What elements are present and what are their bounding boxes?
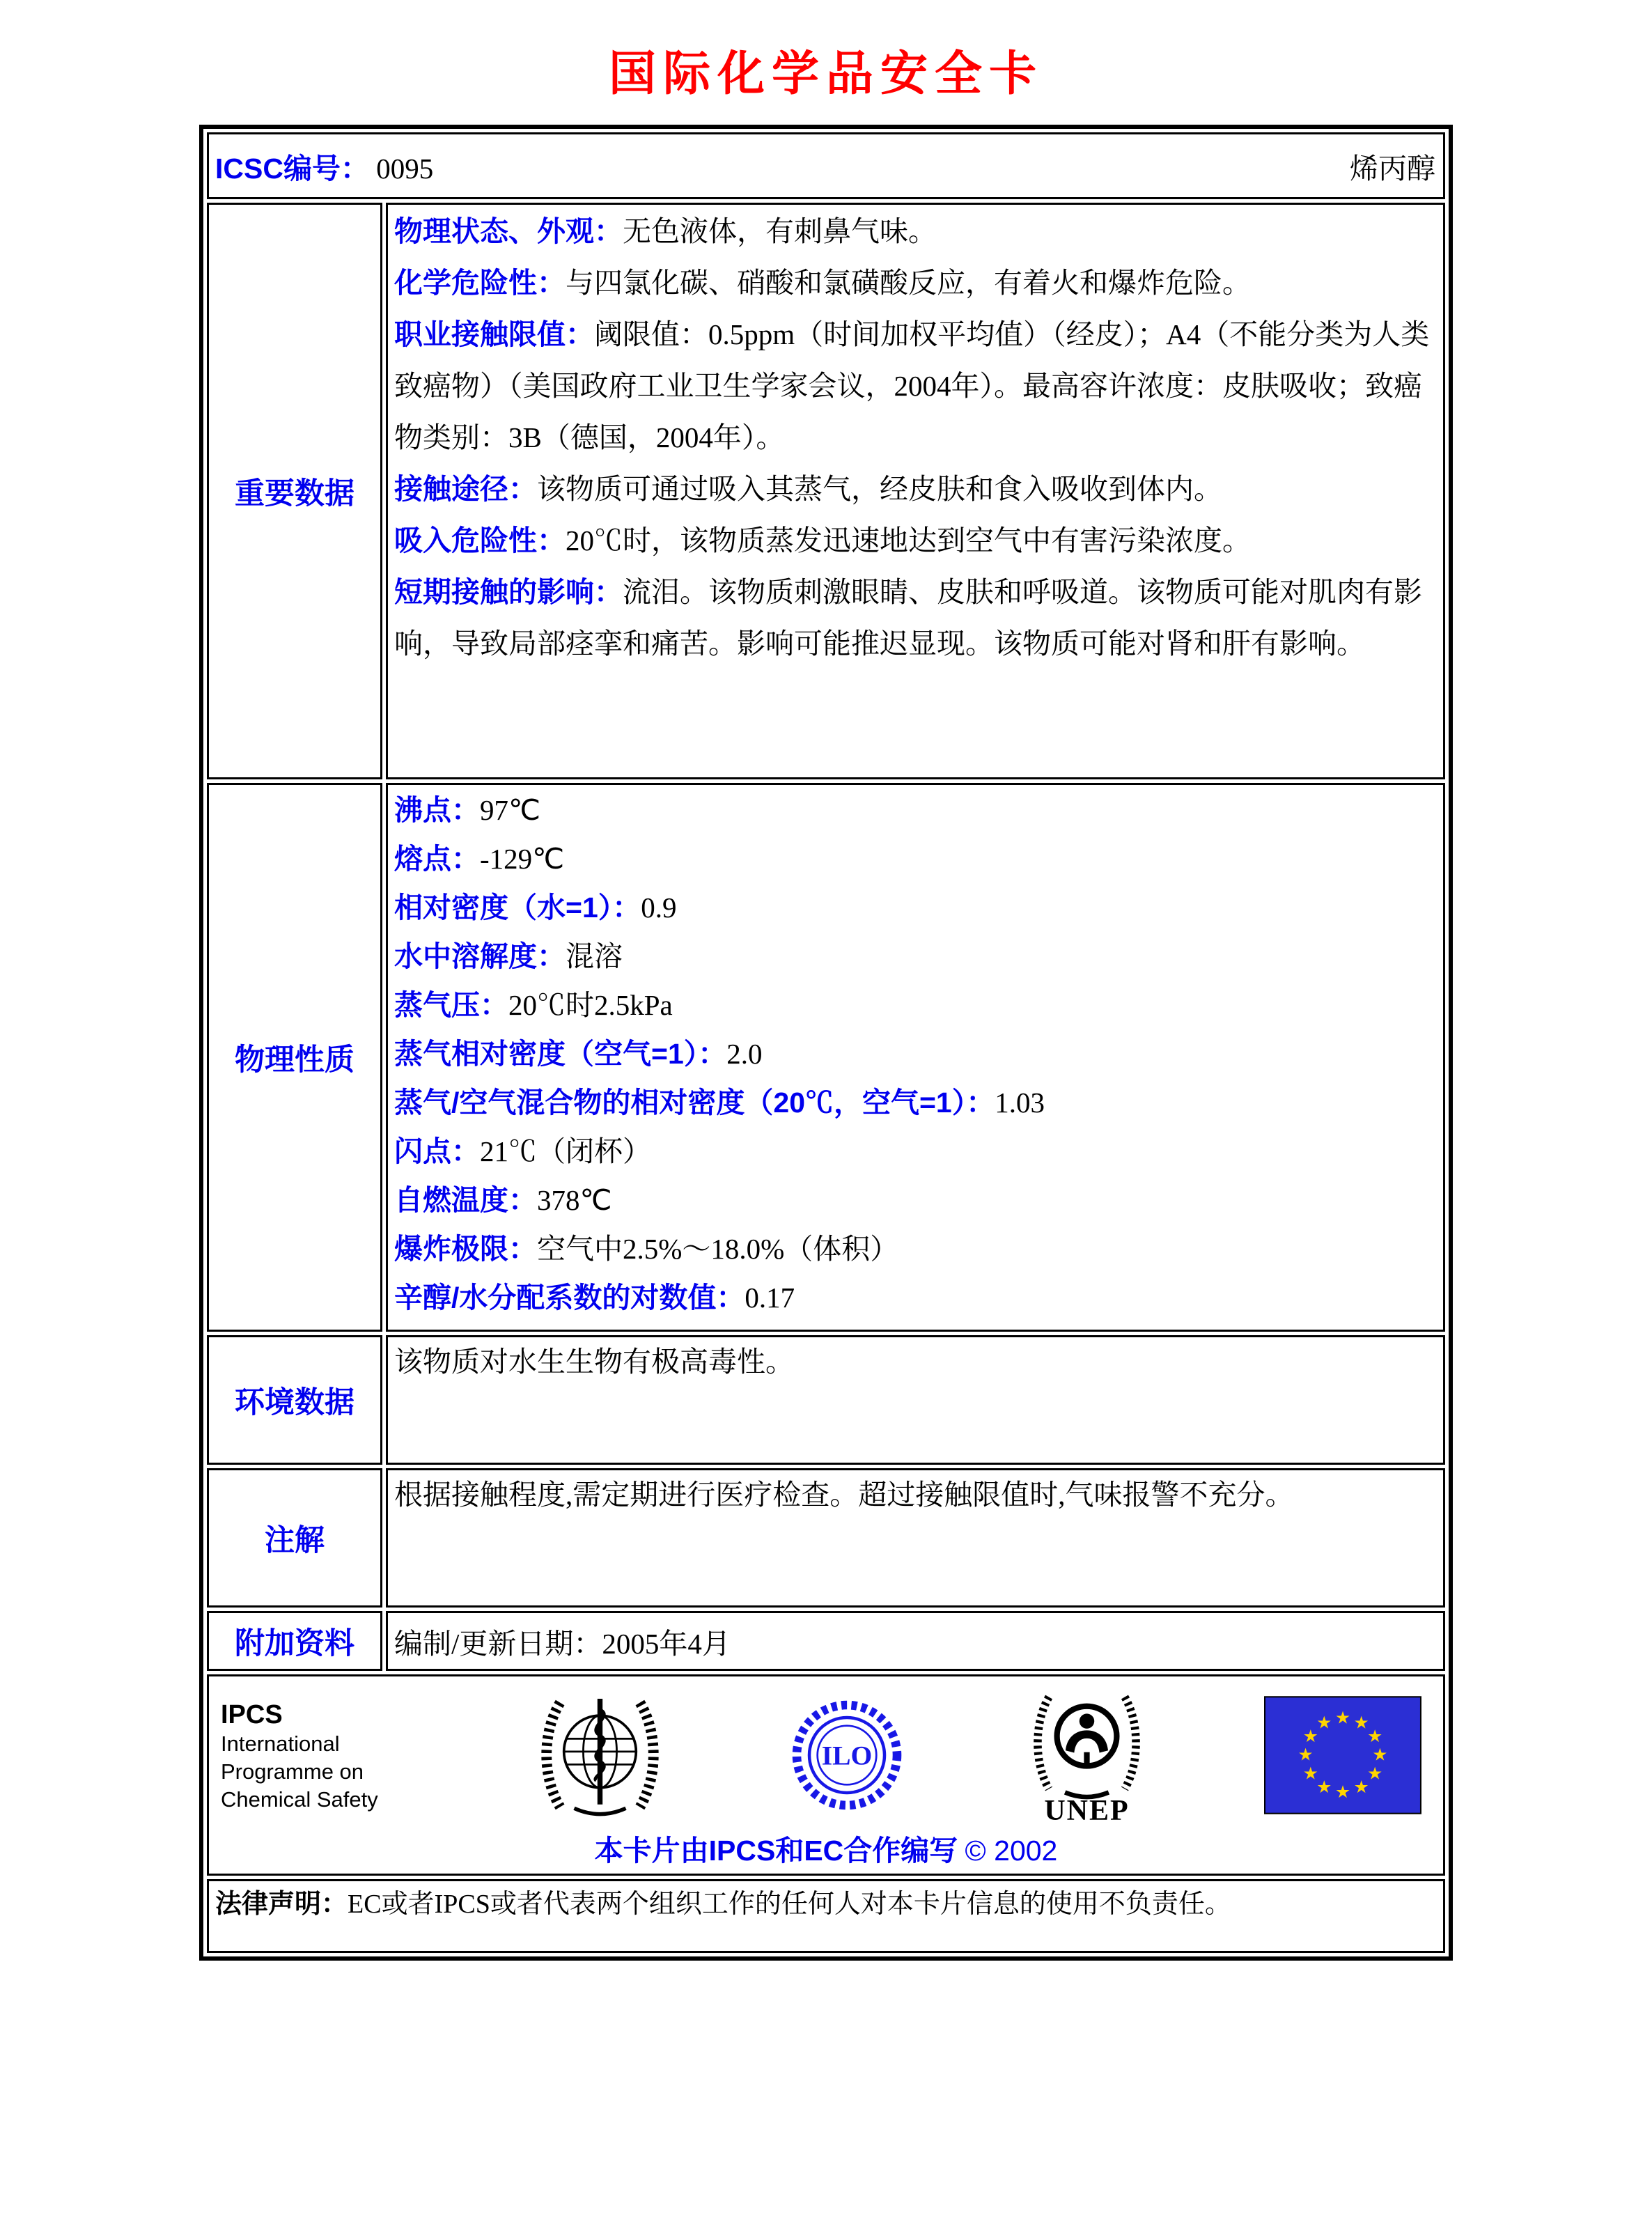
section-label-notes: 注解 [265,1523,325,1557]
svg-text:★: ★ [1334,1781,1351,1802]
physical-properties-content-cell [386,783,1445,1332]
field-value: 1.03 [995,1087,1045,1119]
physical-item-autoignition-temperature [389,1176,1442,1224]
important-item-appearance [389,205,1442,257]
section-label-additional-info: 附加资料 [235,1626,354,1660]
field-value: -129℃ [480,843,565,875]
card-table [203,129,1449,1956]
field-value: 20℃时2.5kPa [508,989,673,1021]
physical-item-flash-point [389,1127,1442,1176]
who-logo-icon [536,1687,664,1826]
physical-item-vapor-relative-density [389,1029,1442,1078]
field-value: 97℃ [480,794,541,826]
physical-item-water-solubility [389,932,1442,981]
physical-item-melting-point [389,834,1442,883]
field-label: 熔点： [394,843,480,875]
environment-data-text: 该物质对水生生物有极高毒性。 [394,1346,794,1378]
field-value: 0.17 [745,1282,795,1314]
svg-text:★: ★ [1316,1711,1332,1732]
update-date-label: 编制/更新日期： [394,1627,602,1660]
field-value: 20℃时，该物质蒸发迅速地达到空气中有害污染浓度。 [566,524,1251,556]
credit-line [210,1828,1442,1869]
field-value: 混溶 [566,940,623,972]
field-value: 21℃（闭杯） [480,1135,651,1167]
field-label: 爆炸极限： [394,1233,537,1265]
unep-logo-icon [1029,1686,1144,1828]
physical-item-explosive-limits [389,1224,1442,1273]
field-value: 阈限值：0.5ppm（时间加权平均值）（经皮）；A4（不能分类为人类致癌物）（美国政府工业卫生学家会议，2004年）。最高容许浓度：皮肤吸收；致癌物类别：3B（德国，2004年）。 [394,318,1430,453]
ipcs-subtitle-line3: Chemical Safety [221,1787,378,1812]
notes-content-cell [386,1468,1445,1608]
legal-notice-label: 法律声明： [215,1890,348,1919]
field-label: 相对密度（水=1）： [394,892,641,924]
logos-row [207,1674,1445,1876]
svg-text:★: ★ [1372,1744,1388,1765]
ipcs-subtitle-line2: Programme on [221,1759,364,1784]
safety-card [199,125,1453,1961]
svg-text:★: ★ [1367,1762,1383,1783]
environment-data-content-cell [386,1335,1445,1465]
field-value: 378℃ [537,1184,612,1216]
important-data-label-cell [207,203,382,779]
field-label: 物理状态、外观： [394,215,623,247]
field-value: 2.0 [726,1038,763,1070]
legal-notice-text: EC或者IPCS或者代表两个组织工作的任何人对本卡片信息的使用不负责任。 [348,1890,1231,1919]
important-item-inhalation-risk [389,515,1442,566]
physical-item-boiling-point [389,786,1442,834]
field-value: 0.9 [641,892,677,924]
field-label: 吸入危险性： [394,524,566,556]
field-value: 该物质可通过吸入其蒸气，经皮肤和食入吸收到体内。 [537,473,1222,505]
ipcs-text-block [221,1699,416,1814]
important-item-short-term-effects [389,566,1442,669]
important-item-exposure-routes [389,463,1442,515]
svg-text:★: ★ [1334,1706,1351,1727]
important-item-exposure-limits [389,309,1442,463]
field-label: 蒸气/空气混合物的相对密度（20℃，空气=1）： [394,1087,995,1119]
field-label: 辛醇/水分配系数的对数值： [394,1282,745,1314]
icsc-number-group [215,146,433,187]
field-label: 化学危险性： [394,267,566,299]
section-label-environment-data: 环境数据 [235,1385,354,1419]
update-date-value: 2005年4月 [602,1627,731,1660]
ipcs-subtitle-line1: International [221,1731,340,1756]
icsc-number-value: 0095 [376,152,434,185]
section-label-important-data: 重要数据 [235,476,354,511]
svg-text:★: ★ [1298,1744,1314,1765]
svg-text:★: ★ [1353,1711,1369,1732]
important-item-chemical-danger [389,257,1442,309]
field-value: 无色液体，有刺鼻气味。 [623,215,937,247]
field-label: 自燃温度： [394,1184,537,1216]
svg-text:★: ★ [1353,1776,1369,1797]
additional-info-label-cell [207,1611,382,1671]
svg-text:★: ★ [1302,1725,1318,1746]
ilo-letters: ILO [821,1740,873,1770]
field-value: 流泪。该物质刺激眼睛、皮肤和呼吸道。该物质可能对肌肉有影响，导致局部痉挛和痛苦。影响可能推迟显现。该物质可能对肾和肝有影响。 [394,576,1422,660]
environment-data-label-cell [207,1335,382,1465]
ipcs-title: IPCS [221,1700,283,1729]
important-data-content-cell [386,203,1445,779]
svg-text:★: ★ [1367,1725,1383,1746]
ilo-logo-icon [784,1692,910,1821]
physical-item-vapor-pressure [389,981,1442,1029]
chemical-name: 烯丙醇 [1350,152,1435,185]
field-label: 职业接触限值： [394,318,594,350]
notes-text: 根据接触程度,需定期进行医疗检查。超过接触限值时,气味报警不充分。 [394,1479,1294,1511]
section-label-physical-properties: 物理性质 [235,1043,354,1077]
icsc-number-label: ICSC编号： [215,152,369,185]
field-label: 闪点： [394,1135,480,1167]
physical-item-vapor-air-mixture-density [389,1078,1442,1127]
field-label: 水中溶解度： [394,940,566,972]
svg-text:★: ★ [1302,1762,1318,1783]
physical-item-relative-density [389,883,1442,932]
physical-properties-label-cell [207,783,382,1332]
legal-row [207,1879,1445,1953]
unep-letters: UNEP [1044,1795,1130,1827]
field-label: 短期接触的影响： [394,576,623,608]
credit-text: 本卡片由IPCS和EC合作编写 [594,1835,958,1867]
physical-item-octanol-water-partition [389,1273,1442,1322]
svg-text:★: ★ [1316,1776,1332,1797]
header-row [207,132,1445,199]
field-label: 接触途径： [394,473,537,505]
additional-info-content-cell [386,1611,1445,1671]
eu-flag-icon [1264,1696,1421,1818]
field-label: 蒸气压： [394,989,508,1021]
page-title: 国际化学品安全卡 [608,47,1043,100]
field-label: 沸点： [394,794,480,826]
notes-label-cell [207,1468,382,1608]
field-value: 空气中2.5%～18.0%（体积） [537,1233,899,1265]
field-value: 与四氯化碳、硝酸和氯磺酸反应，有着火和爆炸危险。 [566,267,1251,299]
copyright-text: © 2002 [965,1835,1058,1867]
field-label: 蒸气相对密度（空气=1）： [394,1038,727,1070]
